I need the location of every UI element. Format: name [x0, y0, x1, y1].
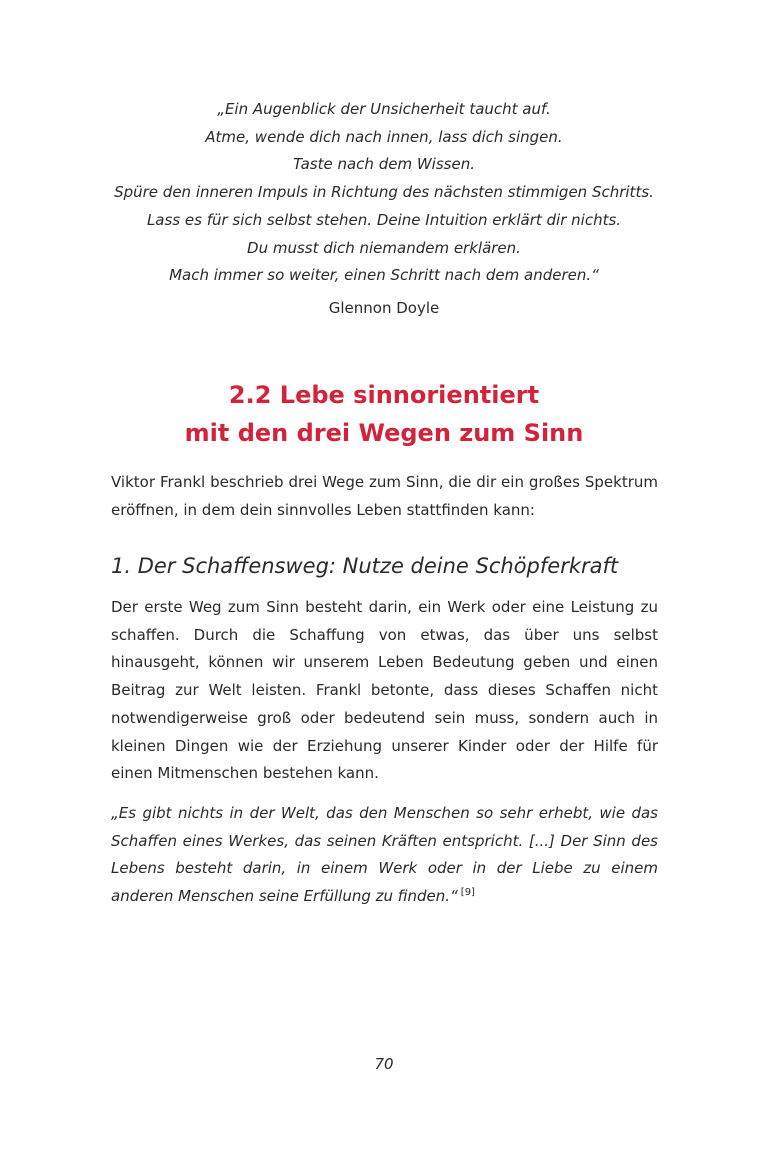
section-heading-line-1: 2.2 Lebe sinnorientiert — [228, 381, 540, 409]
epigraph-line: Atme, wende dich nach innen, lass dich singen. — [205, 127, 563, 146]
subsection-heading: 1. Der Schaffensweg: Nutze deine Schöpferkraft — [111, 554, 619, 578]
epigraph-author: Glennon Doyle — [328, 299, 440, 317]
frankl-quote-text: „Es gibt nichts in der Welt, das den Menschen so sehr erhebt, wie das Schaffen eines Werkes, das seinen Kräften entspricht. [...] Der Sinn des Lebens besteht darin, in einem Werk oder in der Liebe zu einem anderen Menschen seine Erfüllung zu finden.“ — [111, 804, 658, 906]
epigraph-line: Taste nach dem Wissen. — [293, 155, 475, 174]
page-number: 70 — [374, 1055, 394, 1073]
section-intro: Viktor Frankl beschrieb drei Wege zum Sinn, die dir ein großes Spektrum eröffnen, in dem dein sinnvolles Leben stattfinden kann: — [111, 473, 658, 519]
epigraph-line: „Ein Augenblick der Unsicherheit taucht auf. — [217, 100, 551, 118]
epigraph-line: Mach immer so weiter, einen Schritt nach dem anderen.“ — [169, 266, 599, 285]
epigraph-line: Du musst dich niemandem erklären. — [247, 238, 521, 257]
frankl-quote — [111, 800, 658, 911]
section-heading — [60, 376, 708, 452]
section-heading-line-2: mit den drei Wegen zum Sinn — [184, 419, 584, 447]
subsection-paragraph: Der erste Weg zum Sinn besteht darin, ein Werk oder eine Leistung zu schaffen. Durch die Schaffung von etwas, das über uns selbst hinausgeht, können wir unserem Leben Bedeutung geben und einen Beitrag zur Welt leisten. Frankl betonte, dass dieses Schaffen nicht notwendigerweise groß oder bedeutend sein muss, sondern auch in kleinen Dingen wie der Erziehung unserer Kinder oder der Hilfe für einen Mitmenschen bestehen kann. — [111, 598, 658, 783]
footnote-reference: [9] — [460, 887, 475, 899]
epigraph-line: Lass es für sich selbst stehen. Deine Intuition erklärt dir nichts. — [146, 210, 622, 229]
epigraph — [60, 96, 708, 290]
epigraph-line: Spüre den inneren Impuls in Richtung des nächsten stimmigen Schritts. — [114, 183, 654, 202]
